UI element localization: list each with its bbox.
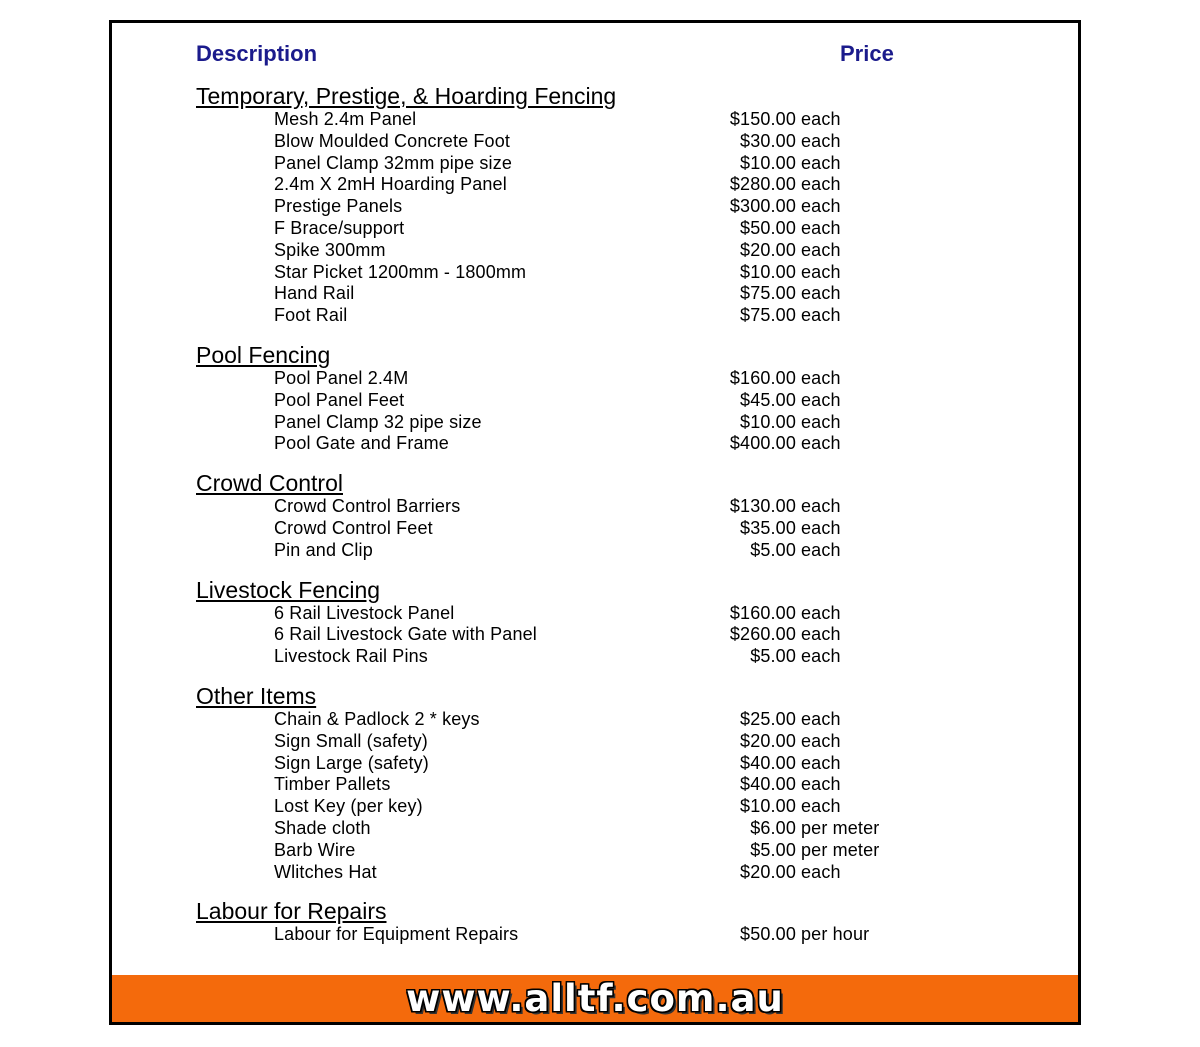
item-name: Wlitches Hat [274, 861, 377, 882]
item-name: Livestock Rail Pins [274, 646, 428, 667]
price-section [112, 342, 1078, 455]
price-list-page [109, 20, 1081, 1025]
item-name: Panel Clamp 32mm pipe size [274, 152, 513, 173]
item-name: Sign Small (safety) [274, 730, 428, 751]
item-unit: each [801, 752, 841, 773]
item-unit: each [801, 152, 841, 173]
item-price: $130.00 [729, 496, 796, 517]
item-price: $10.00 [740, 261, 796, 282]
price-row [112, 796, 1078, 818]
item-name: Prestige Panels [274, 196, 403, 217]
price-section [112, 470, 1078, 561]
price-row [112, 131, 1078, 153]
item-name: Pool Gate and Frame [274, 433, 449, 454]
price-row [112, 433, 1078, 455]
item-price: $160.00 [729, 367, 796, 388]
item-price: $50.00 [740, 217, 796, 238]
item-price: $5.00 [750, 839, 796, 860]
price-row [112, 283, 1078, 305]
item-unit: each [801, 774, 841, 795]
item-price: $25.00 [740, 708, 796, 729]
item-name: Hand Rail [274, 283, 355, 304]
price-row [112, 518, 1078, 540]
item-unit: each [801, 539, 841, 560]
item-price: $45.00 [740, 389, 796, 410]
item-unit: each [801, 130, 841, 151]
price-row [112, 109, 1078, 131]
footer-banner [112, 975, 1078, 1022]
item-price: $20.00 [740, 239, 796, 260]
price-row [112, 262, 1078, 284]
price-row [112, 624, 1078, 646]
item-price: $10.00 [740, 152, 796, 173]
item-unit: each [801, 496, 841, 517]
item-price: $30.00 [740, 130, 796, 151]
price-row [112, 496, 1078, 518]
price-row [112, 412, 1078, 434]
item-price: $150.00 [729, 109, 796, 129]
item-name: Panel Clamp 32 pipe size [274, 411, 482, 432]
description-column-header: Description [196, 41, 318, 66]
item-unit: each [801, 305, 841, 326]
item-name: Pin and Clip [274, 539, 373, 560]
item-unit: each [801, 196, 841, 217]
item-unit: each [801, 389, 841, 410]
item-unit: each [801, 367, 841, 388]
item-unit: each [801, 517, 841, 538]
section-title: Livestock Fencing [196, 576, 381, 603]
price-row [112, 153, 1078, 175]
item-unit: each [801, 861, 841, 882]
price-row [112, 196, 1078, 218]
item-price: $50.00 [740, 924, 796, 945]
item-unit: each [801, 646, 841, 667]
item-price: $40.00 [740, 752, 796, 773]
item-price: $75.00 [740, 305, 796, 326]
item-price: $6.00 [750, 817, 796, 838]
price-row [112, 862, 1078, 884]
price-row [112, 174, 1078, 196]
section-title: Crowd Control [196, 470, 343, 497]
price-section [112, 577, 1078, 668]
item-price: $10.00 [740, 411, 796, 432]
item-price: $35.00 [740, 517, 796, 538]
website-url-link[interactable]: www.alltf.com.au [406, 977, 784, 1020]
item-name: Crowd Control Feet [274, 517, 433, 538]
item-name: Shade cloth [274, 817, 371, 838]
price-row [112, 753, 1078, 775]
item-name: F Brace/support [274, 217, 405, 238]
item-unit: each [801, 239, 841, 260]
item-name: Mesh 2.4m Panel [274, 109, 417, 129]
item-name: Labour for Equipment Repairs [274, 924, 519, 945]
price-row [112, 646, 1078, 668]
price-row [112, 218, 1078, 240]
section-title: Labour for Repairs [196, 898, 387, 925]
item-name: 2.4m X 2mH Hoarding Panel [274, 174, 507, 195]
section-title: Temporary, Prestige, & Hoarding Fencing [196, 83, 617, 109]
price-section [112, 83, 1078, 327]
item-name: 6 Rail Livestock Panel [274, 602, 455, 623]
item-unit: each [801, 730, 841, 751]
item-unit: each [801, 261, 841, 282]
item-unit: each [801, 217, 841, 238]
item-name: Blow Moulded Concrete Foot [274, 130, 511, 151]
price-row [112, 924, 1078, 946]
item-name: Lost Key (per key) [274, 796, 423, 817]
section-title: Other Items [196, 682, 317, 709]
item-price: $20.00 [740, 730, 796, 751]
item-unit: each [801, 708, 841, 729]
item-price: $10.00 [740, 796, 796, 817]
price-sections [112, 83, 1078, 961]
price-row [112, 240, 1078, 262]
item-unit: per meter [801, 817, 880, 838]
item-name: Sign Large (safety) [274, 752, 429, 773]
item-unit: per hour [801, 924, 870, 945]
item-unit: each [801, 283, 841, 304]
item-unit: each [801, 433, 841, 454]
item-price: $40.00 [740, 774, 796, 795]
price-row [112, 840, 1078, 862]
price-row [112, 603, 1078, 625]
item-unit: each [801, 109, 841, 129]
item-name: Pool Panel Feet [274, 389, 405, 410]
item-unit: each [801, 624, 841, 645]
item-name: Star Picket 1200mm - 1800mm [274, 261, 527, 282]
price-row [112, 709, 1078, 731]
item-unit: each [801, 174, 841, 195]
item-unit: per meter [801, 839, 880, 860]
item-name: Spike 300mm [274, 239, 386, 260]
item-name: Timber Pallets [274, 774, 391, 795]
item-price: $400.00 [729, 433, 796, 454]
price-row [112, 731, 1078, 753]
price-section [112, 898, 1078, 946]
item-price: $300.00 [729, 196, 796, 217]
price-row [112, 818, 1078, 840]
item-name: Chain & Padlock 2 * keys [274, 708, 480, 729]
price-row [112, 368, 1078, 390]
price-row [112, 774, 1078, 796]
section-title: Pool Fencing [196, 341, 331, 368]
price-section [112, 683, 1078, 883]
item-price: $260.00 [729, 624, 796, 645]
item-name: 6 Rail Livestock Gate with Panel [274, 624, 537, 645]
item-price: $20.00 [740, 861, 796, 882]
item-name: Crowd Control Barriers [274, 496, 461, 517]
item-price: $280.00 [729, 174, 796, 195]
price-row [112, 305, 1078, 327]
item-unit: each [801, 796, 841, 817]
item-name: Foot Rail [274, 305, 348, 326]
price-row [112, 390, 1078, 412]
item-price: $5.00 [750, 646, 796, 667]
item-price: $75.00 [740, 283, 796, 304]
item-name: Pool Panel 2.4M [274, 367, 409, 388]
price-row [112, 540, 1078, 562]
item-unit: each [801, 602, 841, 623]
price-column-header: Price [840, 41, 894, 66]
item-price: $160.00 [729, 602, 796, 623]
item-name: Barb Wire [274, 839, 356, 860]
item-price: $5.00 [750, 539, 796, 560]
item-unit: each [801, 411, 841, 432]
